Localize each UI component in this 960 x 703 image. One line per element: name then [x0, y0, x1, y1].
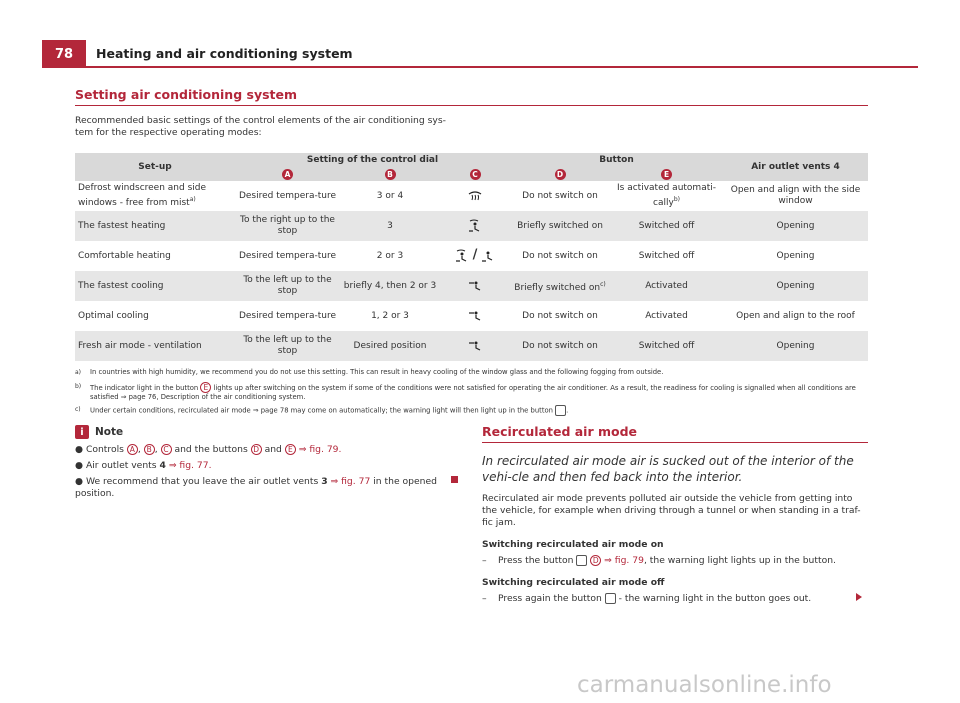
recirc-paragraph: Recirculated air mode prevents polluted air outside the vehicle from getting into the vehicle, for example when driving through a tunnel or when standing in a traf-fic jam. [482, 493, 861, 528]
fig-79-link[interactable]: ⇒ fig. 79. [298, 444, 342, 455]
recirc-rule [482, 442, 868, 443]
recirculation-button-icon [576, 555, 587, 566]
slash-separator: / [472, 247, 478, 263]
header-rule [86, 66, 918, 68]
face-icon [467, 309, 483, 323]
label-b: B [385, 169, 396, 180]
label-d: D [555, 169, 566, 180]
section-title: Setting air conditioning system [75, 87, 298, 102]
fig-79-link[interactable]: ⇒ fig. 79 [604, 555, 644, 566]
label-c: C [470, 169, 481, 180]
footnote-a: a) In countries with high humidity, we recommend you do not use this setting. This can result in heavy cooling of the window glass and the following fogging from outside. [75, 368, 664, 376]
recirc-off-title: Switching recirculated air mode off [482, 577, 665, 588]
intro-text: Recommended basic settings of the control elements of the air conditioning sys- tem for the respective operating modes: [75, 115, 446, 138]
footnote-b: b) The indicator light in the button E lights up after switching on the system if some of the conditions were not satisfied for operating the air conditioner. As a result, the readiness for cooling is signalled when all conditions are satisfied ⇒ page 76, Description of the air conditioning system. [75, 383, 856, 401]
note-item: ● Air outlet vents 4 ⇒ fig. 77. [75, 460, 212, 471]
feet-windscreen-icon [454, 249, 470, 263]
info-icon: i [75, 425, 89, 439]
fig-77-link[interactable]: ⇒ fig. 77. [168, 460, 212, 471]
recirculation-button-icon [605, 593, 616, 604]
header-title: Heating and air conditioning system [96, 46, 353, 61]
header-button: Button [510, 153, 723, 167]
table-row: The fastest cooling To the left up to the stop briefly 4, then 2 or 3 Briefly switched $on^{c)}$ Activated Opening [75, 271, 868, 301]
label-a: A [282, 169, 293, 180]
table-row: Optimal cooling Desired tempera-ture 1, 2 or 3 Do not switch on Activated Open and align to the roof [75, 301, 868, 331]
table-row: Fresh air mode - ventilation To the left up to the stop Desired position Do not switch on Switched off Opening [75, 331, 868, 361]
recirc-on-title: Switching recirculated air mode on [482, 539, 664, 550]
recirculated-air-section [482, 424, 868, 605]
recirc-on-step: – Press the button D ⇒ fig. 79, the warning light lights up in the button. [482, 555, 868, 567]
header-dial: Setting of the control dial [235, 153, 510, 167]
watermark: carmanualsonline.info [577, 672, 832, 698]
recirc-off-step: – Press again the button - the warning light in the button goes out. [482, 593, 868, 605]
header-setup: Set-up [75, 153, 235, 181]
page-number: 78 [42, 40, 86, 68]
recirc-title: Recirculated air mode [482, 424, 638, 439]
note-item: ● We recommend that you leave the air outlet vents 3 ⇒ fig. 77 in the opened position. [75, 476, 437, 499]
recirculation-button-icon [555, 405, 566, 416]
section-heading [75, 87, 868, 106]
label-e: E [661, 169, 672, 180]
note-box [75, 425, 460, 504]
table-row: Defrost windscreen and side windows - free from mist$^{a)}$ Desired tempera-ture 3 or 4 Do not switch on Is activated automati-cally$^{b)}$ Open and align with the side window [78, 183, 861, 208]
page-header [42, 40, 918, 68]
face-icon [467, 339, 483, 353]
footnote-c: c) Under certain conditions, recirculated air mode ⇒ page 78 may come on automatically; the warning light will then light up in the button . [75, 406, 569, 415]
feet-icon [480, 249, 496, 263]
table-row: The fastest heating To the right up to the stop 3 Briefly switched on Switched off Opening [75, 211, 868, 241]
feet-windscreen-icon [467, 219, 483, 233]
defrost-icon [467, 189, 483, 203]
note-title: Note [95, 426, 124, 438]
face-icon [467, 279, 483, 293]
continue-arrow-icon [856, 593, 862, 601]
settings-table [75, 153, 868, 361]
header-vents: Air outlet vents 4 [723, 153, 868, 181]
note-item: ● Controls A , B , C and the buttons D and E ⇒ fig. 79. [75, 444, 342, 455]
recirc-lead: In recirculated air mode air is sucked out of the interior of the vehi-cle and then fed back into the interior. [482, 454, 854, 484]
fig-77-link[interactable]: ⇒ fig. 77 [330, 476, 371, 487]
section-end-marker [451, 476, 458, 483]
section-rule [75, 105, 868, 106]
table-row: Comfortable heating Desired tempera-ture 2 or 3 / Do not switch on Switched off Opening [78, 247, 815, 263]
